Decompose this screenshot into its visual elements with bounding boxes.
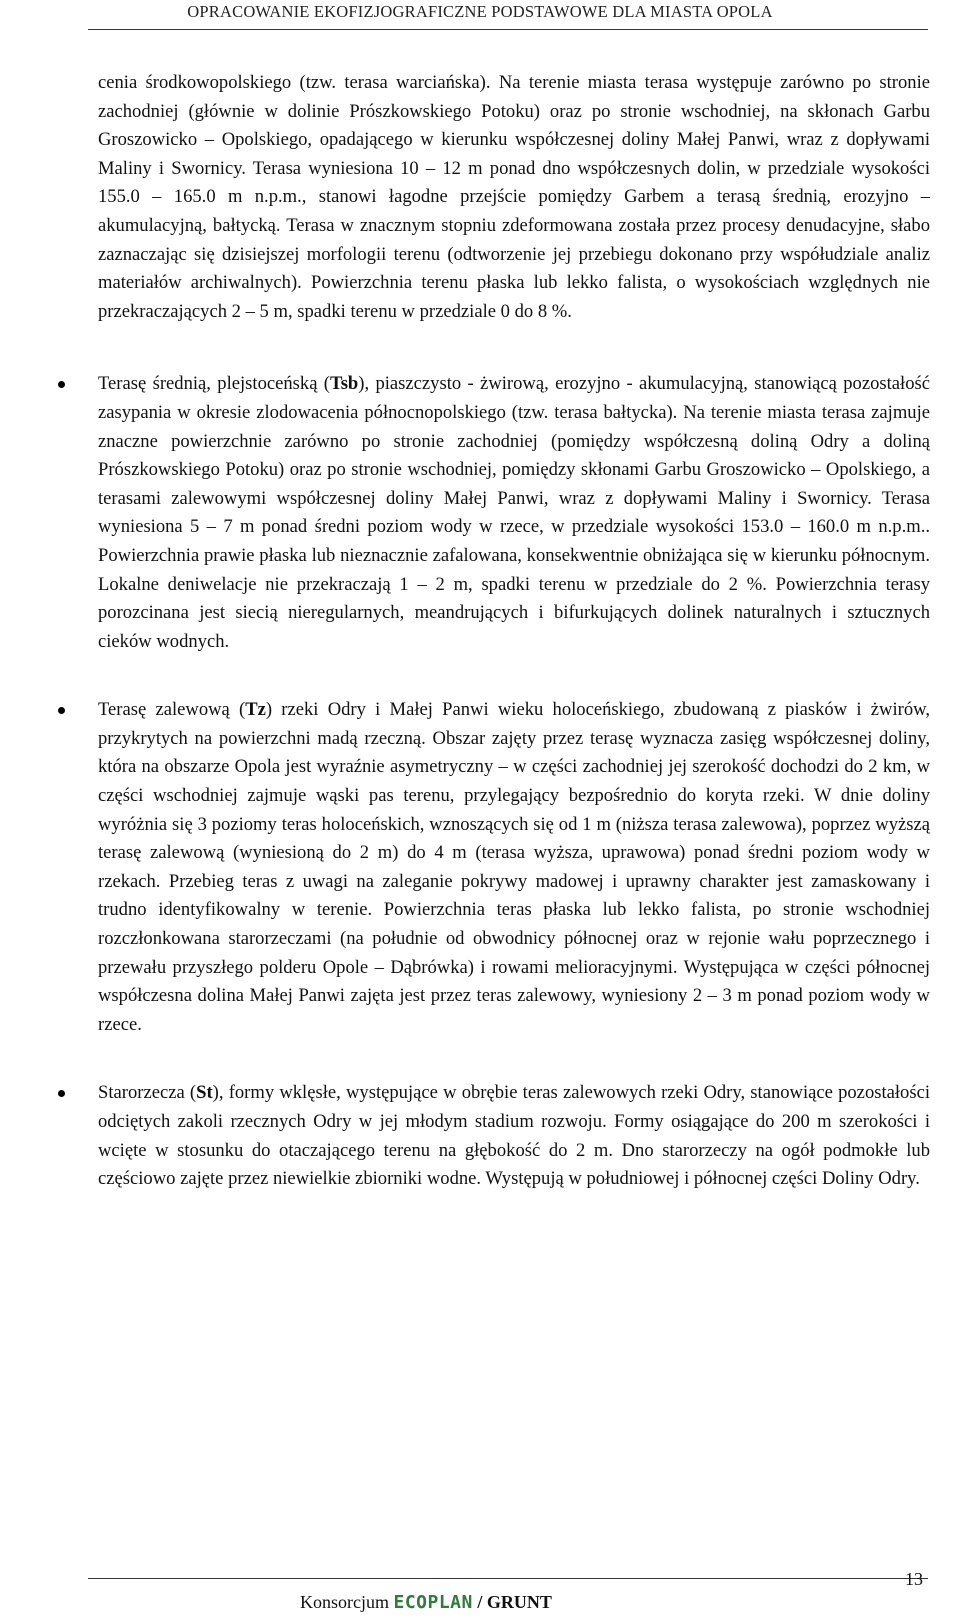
intro-paragraph: cenia środkowopolskiego (tzw. terasa warciańska). Na terenie miasta terasa występuje zarówno po stronie zachodniej (głównie w dolinie Prószkowskiego Potoku) oraz po stronie wschodniej, na skłonach Garbu Groszowicko – Opolskiego, opadającego w kierunku współczesnej doliny Małej Panwi, wraz z dopływami Maliny i Swornicy. Terasa wyniesiona 10 – 12 m ponad dno współczesnych dolin, w przedziale wysokości 155.0 – 165.0 m n.p.m., stanowi łagodne przejście pomiędzy Garbem a terasą średnią, erozyjno – akumulacyjną, bałtycką. Terasa w znacznym stopniu zdeformowana została przez procesy denudacyjne, słabo zaznaczając się dzisiejszej morfologii terenu (odtworzenie jej przebiegu dokonano przy współudziale analiz materiałów archiwalnych). Powierzchnia terenu płaska lub lekko falista, o wysokościach względnych nie przekraczających 2 – 5 m, spadki terenu w przedziale 0 do 8 %. bbox=[98, 72, 930, 322]
running-header: OPRACOWANIE EKOFIZJOGRAFICZNE PODSTAWOWE DLA MIASTA OPOLA bbox=[187, 2, 773, 21]
footer-divider bbox=[88, 1578, 928, 1579]
bullet-dot-icon bbox=[58, 381, 65, 388]
bullet-dot-icon bbox=[58, 1090, 65, 1097]
term-code: St bbox=[196, 1082, 213, 1104]
term-code: Tsb bbox=[330, 373, 359, 395]
bullet-text-before: Starorzecza ( bbox=[98, 1082, 197, 1104]
page-number: 13 bbox=[905, 1569, 923, 1589]
footer-consortium bbox=[300, 1590, 552, 1615]
header-divider bbox=[88, 29, 928, 30]
bullet-text-before: Terasę średnią, plejstoceńską ( bbox=[98, 373, 330, 395]
term-code: Tz bbox=[245, 699, 266, 721]
bullet-item-st bbox=[88, 1079, 930, 1193]
bullet-text-before: Terasę zalewową ( bbox=[98, 699, 246, 721]
footer-brand-logo: ECOPLAN bbox=[393, 1592, 473, 1613]
bullet-dot-icon bbox=[58, 707, 65, 714]
footer-separator: / bbox=[477, 1592, 483, 1612]
footer-prefix: Konsorcjum bbox=[300, 1592, 389, 1612]
bullet-text-after: ), formy wklęsłe, występujące w obrębie teras zalewowych rzeki Odry, stanowiące pozostałości odciętych zakoli rzecznych Odry w jej młodym stadium rozwoju. Formy osiągające do 200 m szerokości i wcięte w stosunku do otaczającego terenu na głębokość do 2 m. Dno starorzeczy na ogół podmokłe lub częściowo zajęte przez niewielkie zbiorniki wodne. Występują w południowej i północnej części Doliny Odry. bbox=[98, 1082, 931, 1190]
footer-partner: GRUNT bbox=[486, 1592, 552, 1612]
document-body bbox=[88, 69, 930, 1194]
bullet-text-after: ), piaszczysto - żwirową, erozyjno - akumulacyjną, stanowiącą pozostałość zasypania w okresie zlodowacenia północnopolskiego (tzw. terasa bałtycka). Na terenie miasta terasa zajmuje znaczne powierzchnie zarówno po stronie zachodniej (pomiędzy współczesną doliną Odry a doliną Prószkowskiego Potoku) oraz po stronie wschodniej, pomiędzy skłonami Garbu Groszowicko – Opolskiego, a terasami zalewowymi współczesnej doliny Małej Panwi, wraz z dopływami Maliny i Swornicy. Terasa wyniesiona 5 – 7 m ponad średni poziom wody w rzece, w przedziale wysokości 153.0 – 160.0 m n.p.m.. Powierzchnia prawie płaska lub nieznacznie zafalowana, konsekwentnie obniżająca się w kierunku północnym. Lokalne deniwelacje nie przekraczają 1 – 2 m, spadki terenu w przedziale do 2 %. Powierzchnia terasy porozcinana jest siecią nieregularnych, meandrujących i bifurkujących dolinek naturalnych i sztucznych cieków wodnych. bbox=[98, 373, 930, 652]
bullet-text-after: ) rzeki Odry i Małej Panwi wieku holoceńskiego, zbudowaną z piasków i żwirów, przykrytych na powierzchni madą rzeczną. Obszar zajęty przez terasę wyznacza zasięg współczesnej doliny, która na obszarze Opola jest wyraźnie asymetryczny – w części zachodniej jej szerokość dochodzi do 2 km, w części wschodniej zajmuje wąski pas terenu, przylegający bezpośrednio do koryta rzeki. W dnie doliny wyróżnia się 3 poziomy teras holoceńskich, wznoszących się od 1 m (niższa terasa zalewowa), poprzez wyższą terasę zalewową (wyniesioną do 2 m) do 4 m (terasa wyższa, uprawowa) ponad średni poziom wody w rzekach. Przebieg teras z uwagi na zaleganie pokrywy madowej i uprawny charakter jest zamaskowany i trudno identyfikowalny w terenie. Powierzchnia teras płaska lub lekko falista, po stronie wschodniej rozczłonkowana starorzeczami (na południe od obwodnicy północnej oraz w rejonie wału poprzecznego i przewału przyszłego polderu Opole – Dąbrówka) i rowami melioracyjnymi. Występująca w części północnej współczesna dolina Małej Panwi zajęta jest przez teras zalewowy, wyniesiony 2 – 3 m ponad poziom wody w rzece. bbox=[98, 699, 930, 1035]
bullet-item-tz bbox=[88, 696, 930, 1039]
bullet-item-tsb bbox=[88, 370, 930, 656]
